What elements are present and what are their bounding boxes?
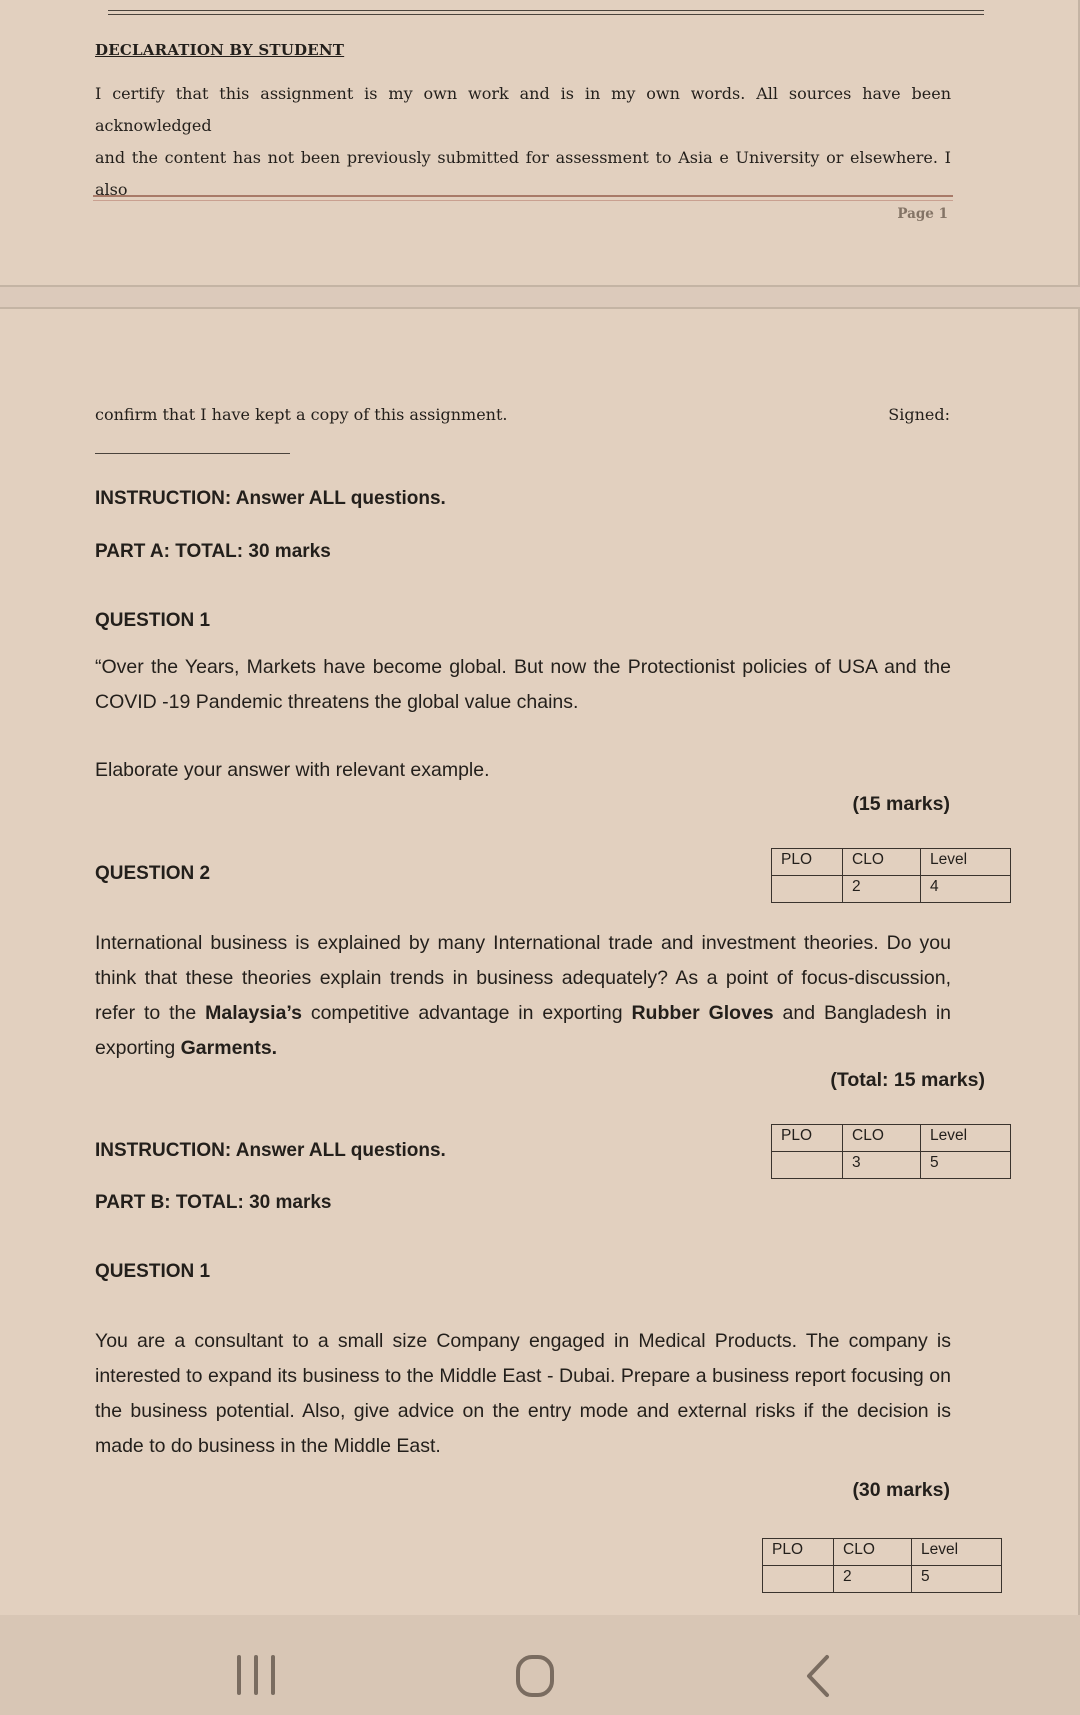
- table-cell-clo: 2: [843, 876, 921, 903]
- signature-line: [95, 453, 290, 454]
- part-a-question-1-text: “Over the Years, Markets have become global. But now the Protectionist policies of USA and the COVID -19 Pandemic threatens the global value chains.: [95, 656, 951, 713]
- part-a-question-1-title: QUESTION 1: [95, 610, 211, 631]
- part-a-total: PART A: TOTAL: 30 marks: [95, 541, 331, 562]
- home-button[interactable]: [510, 1651, 560, 1701]
- clo-table-2: [771, 1124, 1011, 1179]
- table-header-level: Level: [921, 849, 1011, 876]
- table-header-plo: PLO: [772, 1125, 843, 1152]
- declaration-line-2: and the content has not been previously submitted for assessment to Asia e University or elsewhere. I also: [95, 148, 951, 199]
- clo-table-1: [771, 848, 1011, 903]
- q2-bold-garments: Garments.: [180, 1037, 278, 1059]
- recent-apps-button[interactable]: [226, 1653, 286, 1697]
- table-cell-plo: [763, 1566, 834, 1593]
- part-a-question-1-prompt: Elaborate your answer with relevant example.: [95, 759, 490, 781]
- table-header-plo: PLO: [772, 849, 843, 876]
- q2-text-1: International business is explained by many International trade and investment theories. Do you think that these theories explain trends in business adequately? As a point of focus-discussion, refer to the: [95, 932, 951, 1024]
- recent-apps-icon: [226, 1653, 286, 1697]
- part-a-question-2-marks: (Total: 15 marks): [830, 1069, 985, 1091]
- part-b-question-1-title: QUESTION 1: [95, 1261, 211, 1282]
- table-cell-plo: [772, 876, 843, 903]
- home-icon: [510, 1651, 560, 1701]
- page-gap: [0, 287, 1080, 307]
- declaration-line-3: confirm that I have kept a copy of this assignment.: [95, 405, 508, 424]
- part-a-question-1-marks: (15 marks): [852, 793, 950, 815]
- back-button[interactable]: [795, 1651, 845, 1701]
- system-navigation-bar: [0, 1615, 1080, 1715]
- part-b-instruction: INSTRUCTION: Answer ALL questions.: [95, 1140, 446, 1161]
- table-cell-plo: [772, 1152, 843, 1179]
- part-b-question-1-text: You are a consultant to a small size Company engaged in Medical Products. The company is interested to expand its business to the Middle East - Dubai. Prepare a business report focusing on the business potential. Also, give advice on the entry mode and external risks if the decision is made to do business in the Middle East.: [95, 1330, 951, 1457]
- signed-label: Signed:: [888, 405, 950, 424]
- part-b-question-1-marks: (30 marks): [852, 1479, 950, 1501]
- table-header-plo: PLO: [763, 1539, 834, 1566]
- clo-table-3: [762, 1538, 1002, 1593]
- part-b-total: PART B: TOTAL: 30 marks: [95, 1192, 332, 1213]
- table-header-clo: CLO: [843, 849, 921, 876]
- part-a-question-2-text: [95, 926, 951, 1066]
- table-cell-level: 5: [921, 1152, 1011, 1179]
- table-header-clo: CLO: [834, 1539, 912, 1566]
- document-page-1: [0, 0, 1080, 287]
- q2-text-2: competitive advantage in exporting: [301, 1002, 632, 1024]
- part-a-question-2-title: QUESTION 2: [95, 863, 211, 884]
- back-icon: [795, 1651, 845, 1701]
- footer-rule: [93, 195, 953, 201]
- part-a-instruction: INSTRUCTION: Answer ALL questions.: [95, 488, 446, 509]
- table-header-clo: CLO: [843, 1125, 921, 1152]
- declaration-title: DECLARATION BY STUDENT: [95, 41, 345, 59]
- q2-bold-rubber-gloves: Rubber Gloves: [631, 1002, 774, 1024]
- q2-text-3: and Bangladesh in exporting: [95, 1002, 952, 1059]
- table-cell-level: 5: [912, 1566, 1002, 1593]
- declaration-line-1: I certify that this assignment is my own work and is in my own words. All sources have been acknowledged: [95, 84, 951, 135]
- table-header-level: Level: [912, 1539, 1002, 1566]
- table-cell-level: 4: [921, 876, 1011, 903]
- table-cell-clo: 3: [843, 1152, 921, 1179]
- table-cell-clo: 2: [834, 1566, 912, 1593]
- header-rule: [108, 10, 984, 15]
- page-number: Page 1: [897, 206, 948, 222]
- q2-bold-malaysia: Malaysia’s: [205, 1002, 302, 1024]
- table-header-level: Level: [921, 1125, 1011, 1152]
- declaration-body: [95, 78, 951, 206]
